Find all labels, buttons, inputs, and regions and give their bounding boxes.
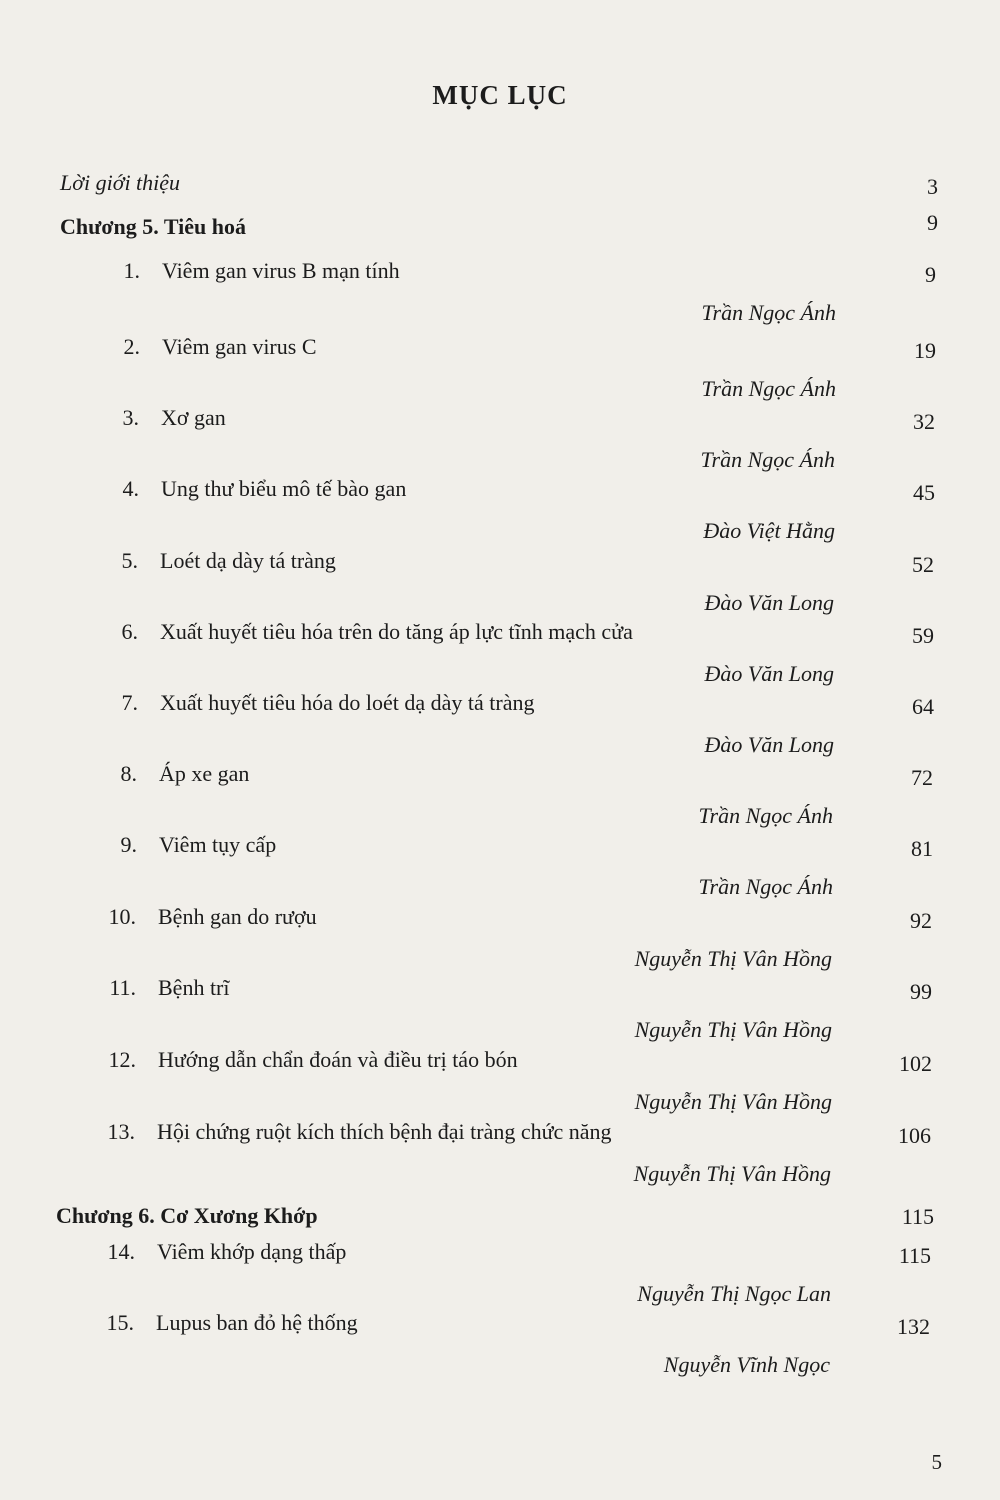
entry-page-number: 45: [913, 480, 935, 505]
entry-page-number: 9: [925, 262, 936, 287]
toc-entry: [0, 1310, 1000, 1380]
entry-title: Xuất huyết tiêu hóa do loét dạ dày tá tràng: [160, 690, 535, 715]
entry-page-number: 52: [912, 552, 934, 577]
entry-title: Viêm gan virus C: [162, 334, 317, 359]
toc-entry: [0, 548, 1000, 618]
entry-title: Viêm tụy cấp: [159, 832, 277, 857]
entry-number: 12.: [108, 1047, 136, 1072]
toc-entry: [0, 476, 1000, 546]
toc-entry: [0, 690, 1000, 760]
entry-number: 5.: [121, 548, 138, 573]
footer-page-number: 5: [931, 1450, 942, 1474]
entry-page-number: 19: [914, 338, 936, 363]
entry-number: 6.: [121, 619, 138, 644]
entry-author: Trần Ngọc Ánh: [698, 803, 833, 828]
page-title: MỤC LỤC: [432, 80, 568, 110]
toc-entry: [0, 975, 1000, 1045]
entry-author: Đào Văn Long: [704, 661, 834, 686]
toc-entry: [0, 334, 1000, 404]
entry-title: Xơ gan: [161, 405, 226, 430]
entry-page-number: 99: [910, 979, 932, 1004]
entry-number: 14.: [107, 1239, 135, 1264]
toc-entry: [0, 405, 1000, 475]
entry-author: Trần Ngọc Ánh: [701, 376, 836, 401]
entry-author: Nguyễn Thị Ngọc Lan: [637, 1281, 831, 1306]
intro-page-number: 3: [927, 174, 938, 199]
entry-page-number: 59: [912, 623, 934, 648]
entry-number: 2.: [123, 334, 140, 359]
entry-author: Trần Ngọc Ánh: [698, 874, 833, 899]
toc-entry: [0, 1119, 1000, 1189]
entry-title: Viêm gan virus B mạn tính: [162, 258, 400, 283]
chapter-page-number: 9: [927, 210, 938, 235]
entry-page-number: 64: [912, 694, 934, 719]
toc-entry: [0, 619, 1000, 689]
entry-number: 9.: [120, 832, 137, 857]
entry-page-number: 132: [897, 1314, 930, 1339]
entry-number: 1.: [123, 258, 140, 283]
entry-page-number: 92: [910, 908, 932, 933]
chapter-heading: Chương 6. Cơ Xương Khớp: [56, 1203, 318, 1228]
entry-title: Hướng dẫn chẩn đoán và điều trị táo bón: [158, 1047, 518, 1072]
entry-number: 3.: [122, 405, 139, 430]
entry-author: Nguyễn Vĩnh Ngọc: [663, 1352, 830, 1377]
entry-author: Trần Ngọc Ánh: [700, 447, 835, 472]
entry-author: Đào Văn Long: [704, 590, 834, 615]
entry-page-number: 81: [911, 836, 933, 861]
entry-title: Lupus ban đỏ hệ thống: [156, 1310, 358, 1335]
entry-number: 8.: [120, 761, 137, 786]
entry-page-number: 106: [898, 1123, 931, 1148]
entry-title: Ung thư biểu mô tế bào gan: [161, 476, 407, 501]
entry-author: Đào Văn Long: [704, 732, 834, 757]
entry-number: 15.: [106, 1310, 134, 1335]
entry-title: Loét dạ dày tá tràng: [160, 548, 336, 573]
entry-title: Viêm khớp dạng thấp: [157, 1239, 347, 1264]
entry-title: Hội chứng ruột kích thích bệnh đại tràng chức năng: [157, 1119, 612, 1144]
entry-title: Áp xe gan: [159, 761, 250, 786]
entry-author: Nguyễn Thị Vân Hồng: [634, 946, 832, 971]
entry-page-number: 102: [899, 1051, 932, 1076]
entry-page-number: 72: [911, 765, 933, 790]
toc-entry: [0, 1047, 1000, 1117]
intro-label: Lời giới thiệu: [60, 170, 181, 195]
entry-author: Nguyễn Thị Vân Hồng: [634, 1017, 832, 1042]
entry-number: 10.: [108, 904, 136, 929]
entry-author: Đào Việt Hằng: [703, 518, 835, 543]
entry-author: Nguyễn Thị Vân Hồng: [634, 1089, 832, 1114]
toc-entry: [0, 1239, 1000, 1309]
chapter-page-number: 115: [901, 1204, 934, 1229]
toc-entry: [0, 904, 1000, 974]
toc-entry: [0, 761, 1000, 831]
entry-number: 13.: [107, 1119, 135, 1144]
toc-entry: [0, 258, 1000, 328]
toc-entry: [0, 832, 1000, 902]
entry-author: Trần Ngọc Ánh: [701, 300, 836, 325]
entry-title: Bệnh gan do rượu: [158, 904, 317, 929]
entry-page-number: 115: [898, 1243, 931, 1268]
chapter-heading: Chương 5. Tiêu hoá: [60, 214, 246, 239]
entry-number: 11.: [109, 975, 136, 1000]
entry-author: Nguyễn Thị Vân Hồng: [633, 1161, 831, 1186]
entry-number: 7.: [121, 690, 138, 715]
entry-title: Xuất huyết tiêu hóa trên do tăng áp lực tĩnh mạch cửa: [160, 619, 633, 644]
entry-title: Bệnh trĩ: [158, 975, 230, 1000]
entry-page-number: 32: [913, 409, 935, 434]
entry-number: 4.: [122, 476, 139, 501]
